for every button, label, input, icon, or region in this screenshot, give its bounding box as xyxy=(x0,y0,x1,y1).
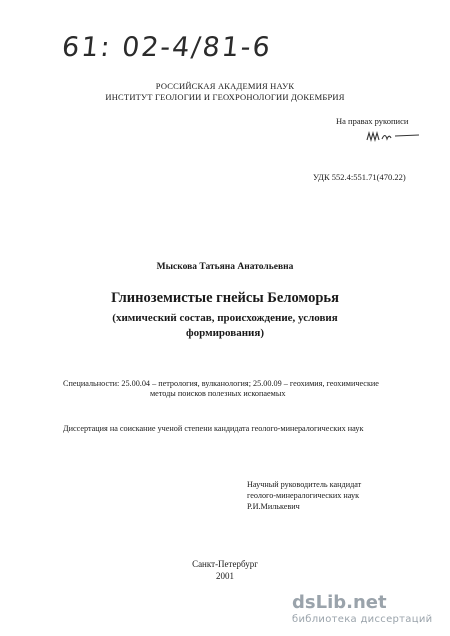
city: Санкт-Петербург xyxy=(192,559,258,569)
org-line-academy: РОССИЙСКАЯ АКАДЕМИЯ НАУК xyxy=(155,81,295,91)
watermark-subtitle: библиотека диссертаций xyxy=(292,614,433,625)
supervisor-line1: Научный руководитель кандидат xyxy=(247,480,362,489)
manuscript-rights-note: На правах рукописи xyxy=(336,116,409,126)
year: 2001 xyxy=(216,571,234,581)
org-line-institute: ИНСТИТУТ ГЕОЛОГИИ И ГЕОХРОНОЛОГИИ ДОКЕМБРИЯ xyxy=(105,92,345,102)
specialties-line1: Специальности: 25.00.04 – петрология, вулканология; 25.00.09 – геохимия, геохимические xyxy=(63,379,379,388)
degree-statement: Диссертация на соискание ученой степени кандидата геолого-минералогических наук xyxy=(63,424,364,433)
specialties-line2: методы поисков полезных ископаемых xyxy=(150,389,286,398)
handwritten-catalog-number: 61: 02-4/81-6 xyxy=(60,32,274,63)
supervisor-name: Р.И.Милькевич xyxy=(247,502,300,511)
author-name: Мыскова Татьяна Анатольевна xyxy=(156,262,294,272)
udc-code: УДК 552.4:551.71(470.22) xyxy=(313,172,406,182)
thesis-subtitle-line2: формирования) xyxy=(186,327,264,339)
watermark-logo: dsLib.net xyxy=(292,592,387,613)
thesis-title: Глиноземистые гнейсы Беломорья xyxy=(111,290,339,306)
signature-scribble xyxy=(365,130,421,144)
supervisor-line2: геолого-минералогических наук xyxy=(247,491,360,500)
dslib-watermark xyxy=(292,592,447,632)
thesis-subtitle-line1: (химический состав, происхождение, условия xyxy=(112,312,338,324)
